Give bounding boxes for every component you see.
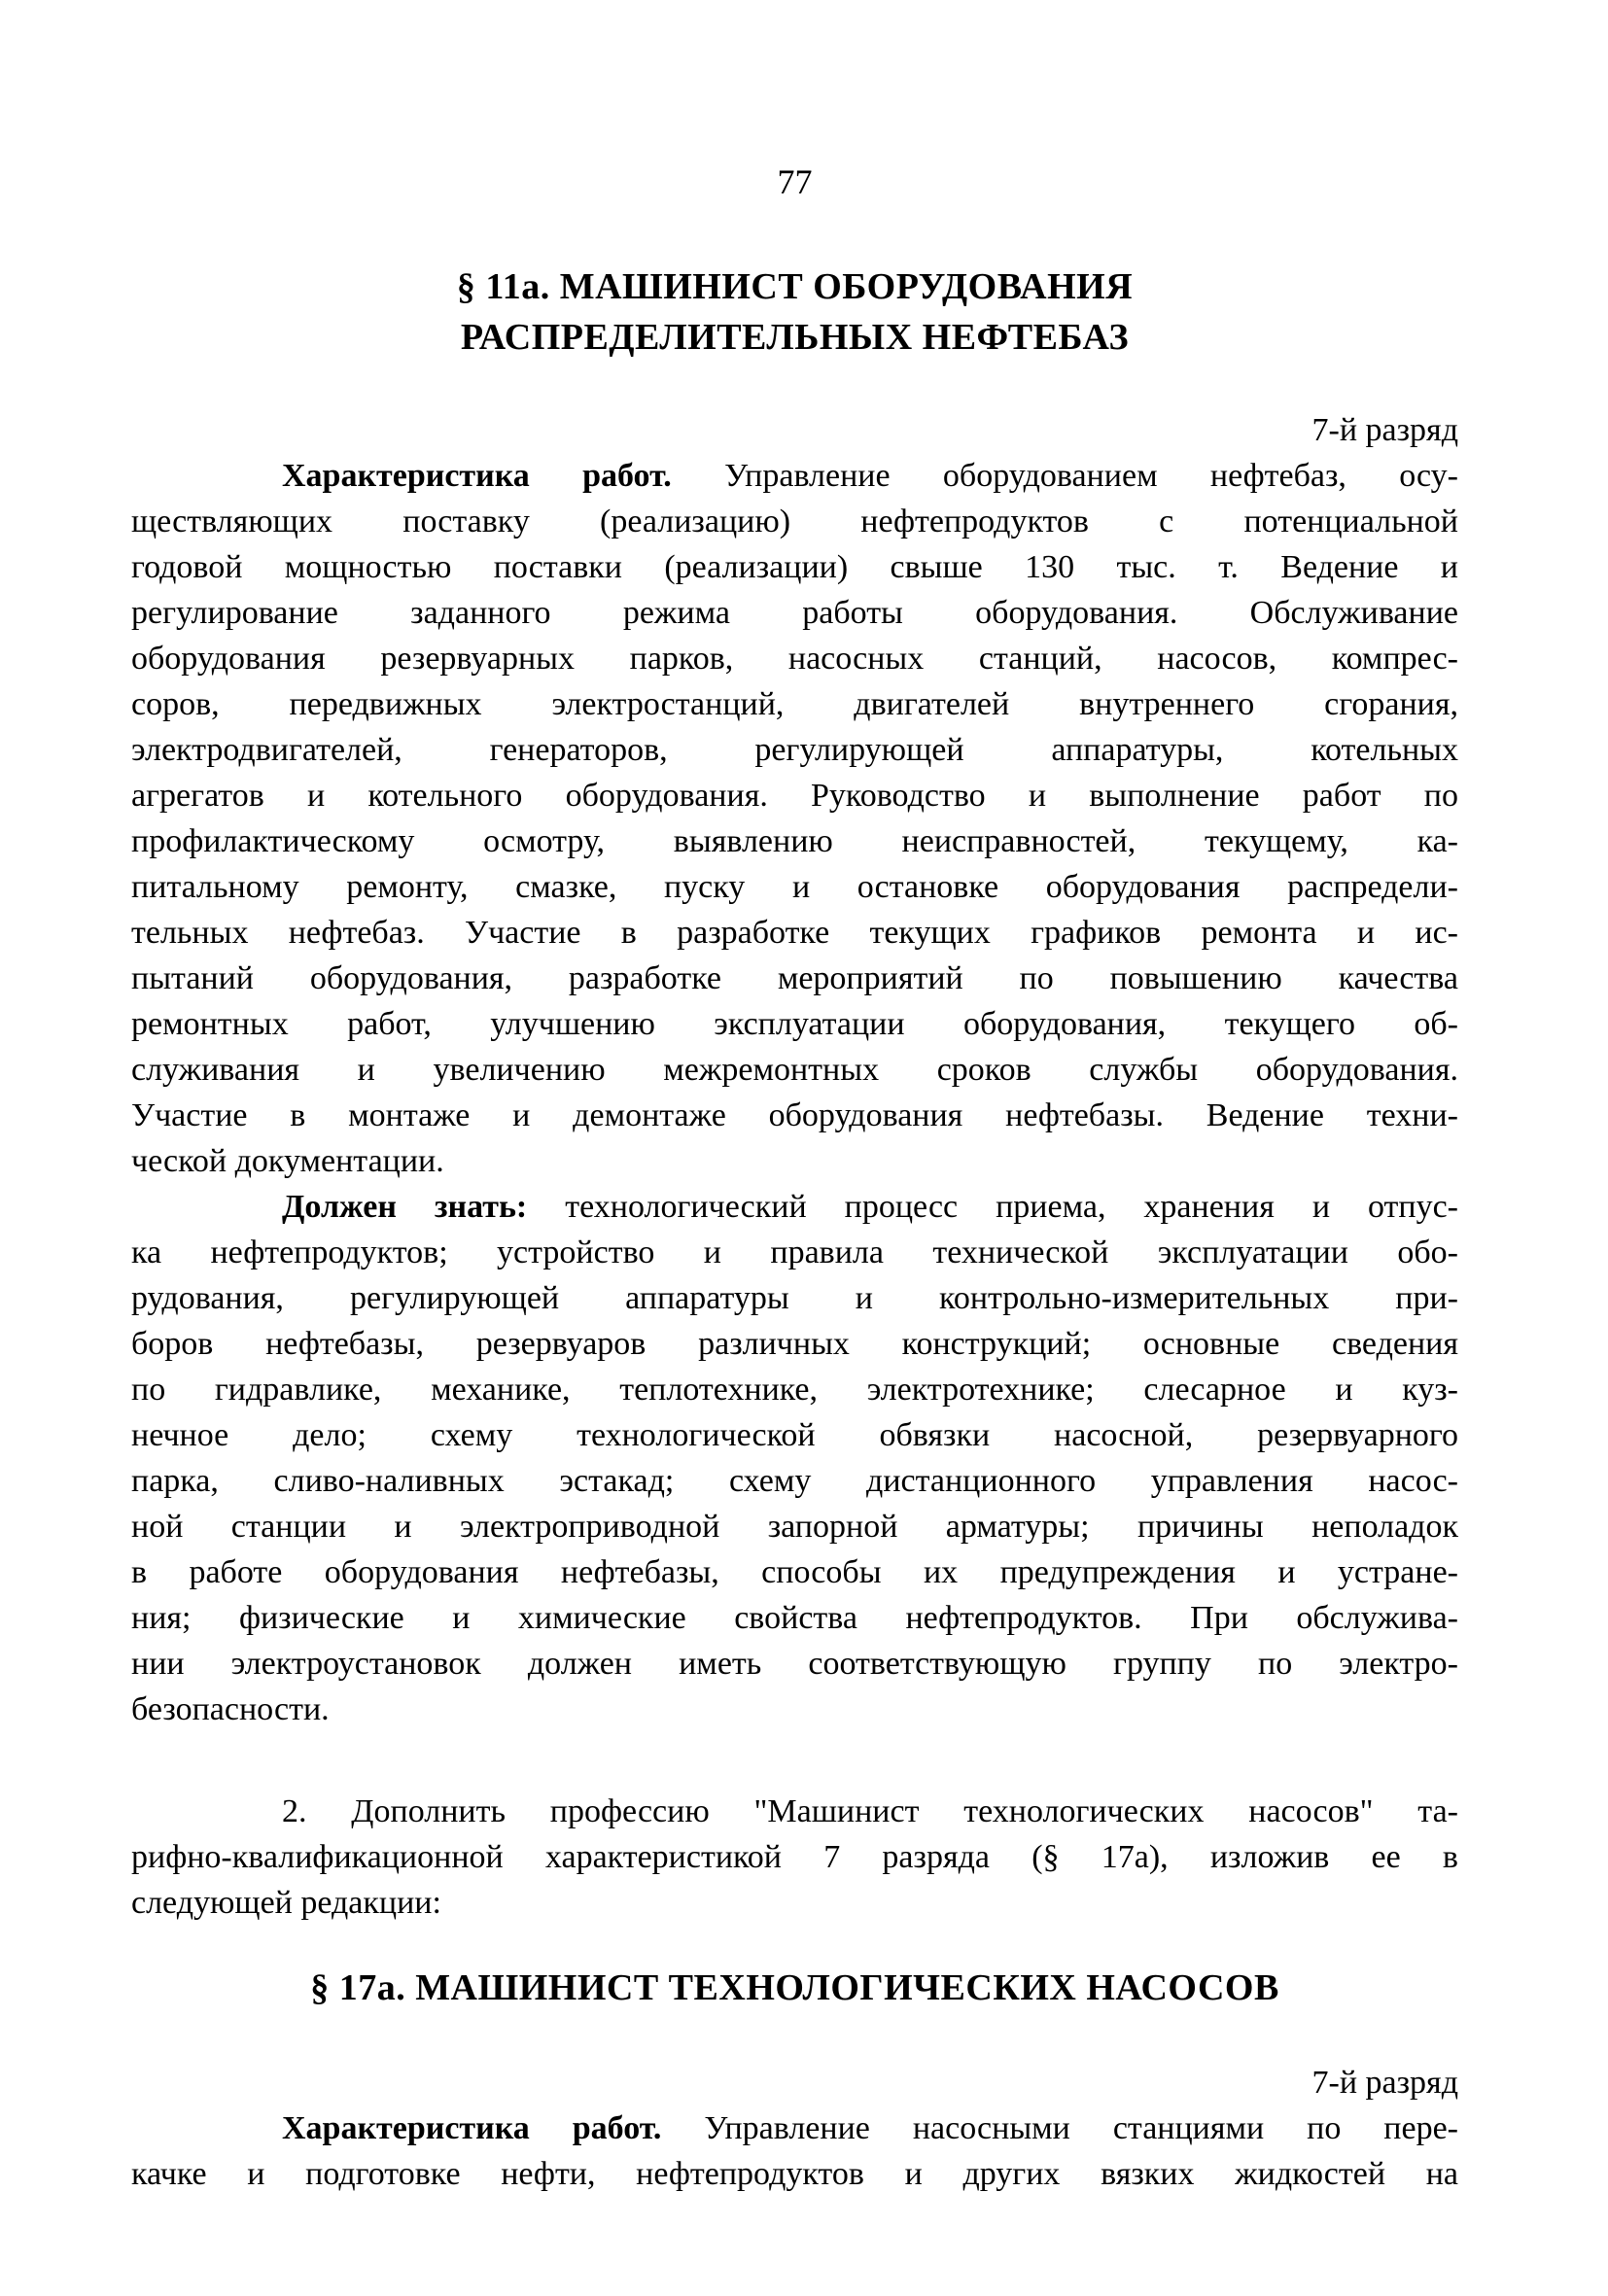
paragraph-lead: Характеристика работ. <box>282 2110 662 2146</box>
text-line: рудования, регулирующей аппаратуры и контрольно-измерительных при- <box>131 1280 1458 1316</box>
text-line <box>131 453 1458 499</box>
grade-label: 7-й разряд <box>1311 2065 1458 2101</box>
text-line: безопасности. <box>131 1691 330 1727</box>
text-line: агрегатов и котельного оборудования. Руководство и выполнение работ по <box>131 778 1458 814</box>
characteristics-paragraph <box>131 453 1458 1184</box>
text-line: нечное дело; схему технологической обвязки насосной, резервуарного <box>131 1417 1458 1453</box>
text-line: ния; физические и химические свойства нефтепродуктов. При обслужива- <box>131 1600 1458 1636</box>
text-line: качке и подготовке нефти, нефтепродуктов и других вязких жидкостей на <box>131 2156 1458 2192</box>
text-line: тельных нефтебаз. Участие в разработке текущих графиков ремонта и ис- <box>131 915 1458 951</box>
grade-label: 7-й разряд <box>1311 412 1458 448</box>
text-line: электродвигателей, генераторов, регулирующей аппаратуры, котельных <box>131 732 1458 768</box>
text-line: ка нефтепродуктов; устройство и правила технической эксплуатации обо- <box>131 1235 1458 1270</box>
text-run: Управление оборудованием нефтебаз, осу- <box>724 458 1459 494</box>
text-line: регулирование заданного режима работы оборудования. Обслуживание <box>131 595 1458 631</box>
text-line: ческой документации. <box>131 1143 444 1179</box>
text-line: профилактическому осмотру, выявлению неисправностей, текущему, ка- <box>131 823 1458 859</box>
text-run: Управление насосными станциями по пере- <box>704 2110 1458 2146</box>
text-line: 2. Дополнить профессию "Машинист технологических насосов" та- <box>282 1793 1458 1829</box>
paragraph-lead: Должен знать: <box>282 1189 528 1225</box>
must-know-paragraph <box>131 1184 1458 1732</box>
section-11a-heading <box>131 261 1458 363</box>
amendment-paragraph <box>131 1789 1458 1926</box>
text-line: боров нефтебазы, резервуаров различных конструкций; основные сведения <box>131 1326 1458 1362</box>
text-line: следующей редакции: <box>131 1885 441 1921</box>
text-line: по гидравлике, механике, теплотехнике, электротехнике; слесарное и куз- <box>131 1372 1458 1408</box>
text-line: нии электроустановок должен иметь соответствующую группу по электро- <box>131 1646 1458 1682</box>
heading-line: РАСПРЕДЕЛИТЕЛЬНЫХ НЕФТЕБАЗ <box>460 317 1130 358</box>
text-line <box>131 1184 1458 1230</box>
text-line <box>131 2105 1458 2151</box>
text-line: в работе оборудования нефтебазы, способы их предупреждения и устране- <box>131 1554 1458 1590</box>
text-line: парка, сливо-наливных эстакад; схему дистанционного управления насос- <box>131 1463 1458 1499</box>
text-line: оборудования резервуарных парков, насосных станций, насосов, компрес- <box>131 641 1458 677</box>
text-run: технологический процесс приема, хранения и отпус- <box>565 1189 1459 1225</box>
text-line: питальному ремонту, смазке, пуску и остановке оборудования распредели- <box>131 869 1458 905</box>
paragraph-lead: Характеристика работ. <box>282 458 672 494</box>
text-line: ществляющих поставку (реализацию) нефтепродуктов с потенциальной <box>131 504 1458 539</box>
section-17a-heading: § 17а. МАШИНИСТ ТЕХНОЛОГИЧЕСКИХ НАСОСОВ <box>310 1967 1279 2008</box>
heading-line: § 11а. МАШИНИСТ ОБОРУДОВАНИЯ <box>456 266 1134 307</box>
text-line: служивания и увеличению межремонтных сроков службы оборудования. <box>131 1052 1458 1088</box>
text-line: пытаний оборудования, разработке мероприятий по повышению качества <box>131 960 1458 996</box>
text-line: Участие в монтаже и демонтаже оборудования нефтебазы. Ведение техни- <box>131 1097 1458 1133</box>
text-line: рифно-квалификационной характеристикой 7 разряда (§ 17а), изложив ее в <box>131 1839 1458 1875</box>
text-line: ремонтных работ, улучшению эксплуатации оборудования, текущего об- <box>131 1006 1458 1042</box>
characteristics-paragraph-2 <box>131 2105 1458 2197</box>
text-line: соров, передвижных электростанций, двигателей внутреннего сгорания, <box>131 686 1458 722</box>
page-number: 77 <box>777 162 813 201</box>
text-line: ной станции и электроприводной запорной арматуры; причины неполадок <box>131 1509 1458 1545</box>
text-line: годовой мощностью поставки (реализации) свыше 130 тыс. т. Ведение и <box>131 549 1458 585</box>
